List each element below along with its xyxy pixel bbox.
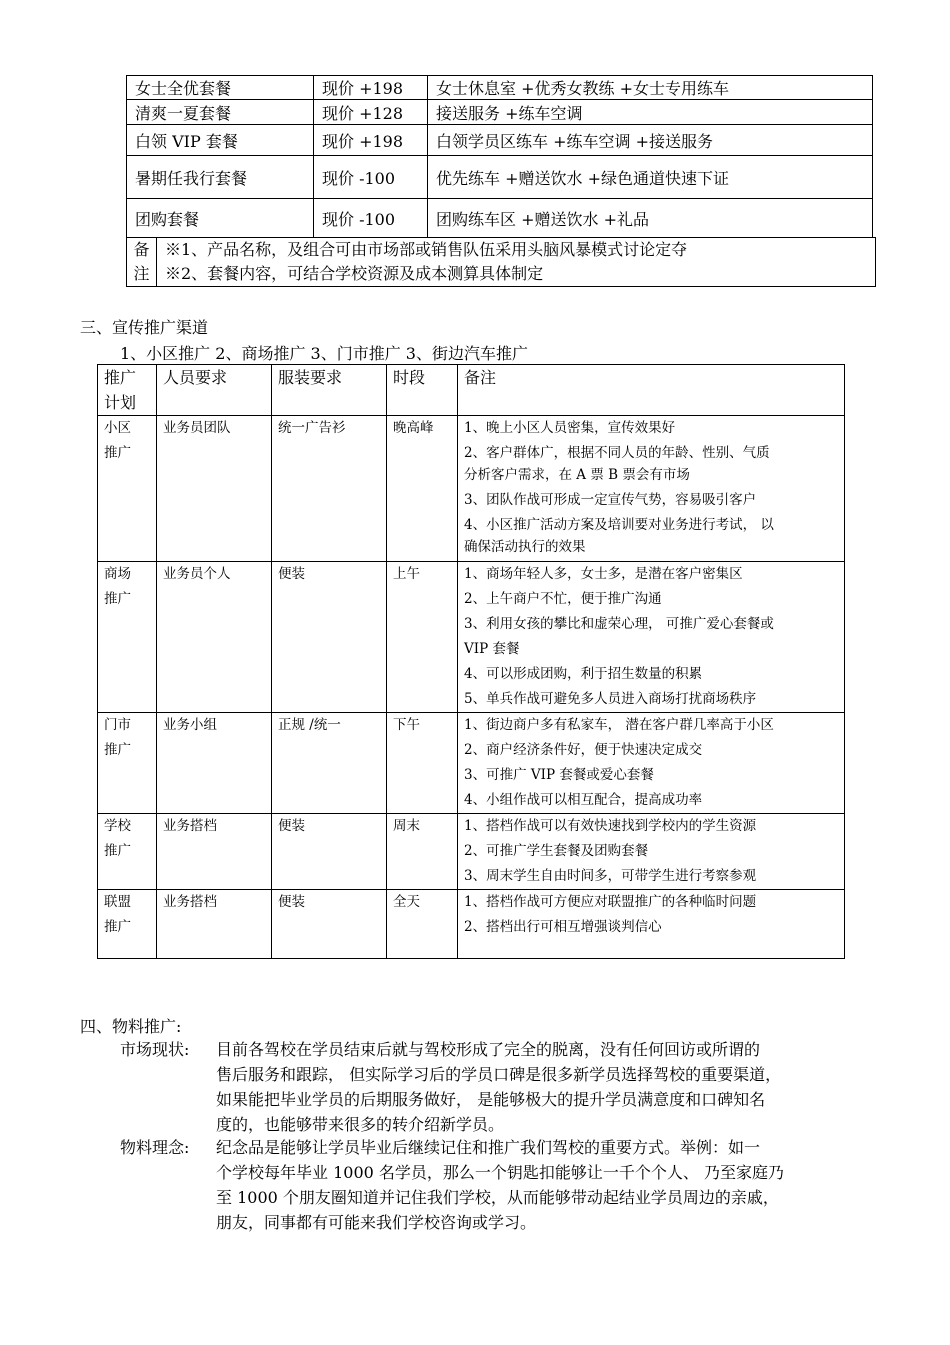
notes-cell	[458, 890, 845, 959]
paragraph-line: 朋友，同事都有可能来我们学校咨询或学习。	[216, 1213, 537, 1232]
section-title: 四、物料推广:	[80, 1017, 182, 1036]
note-item: 2、客户群体广，根据不同人员的年龄、性别、气质	[464, 445, 770, 461]
time-cell: 晚高峰	[387, 416, 458, 562]
package-content: 白领学员区练车 +练车空调 +接送服务	[428, 125, 873, 156]
note-item: VIP 套餐	[464, 641, 520, 657]
note-item: 分析客户需求，在 A 票 B 票会有市场	[464, 467, 690, 483]
note-item: 4、可以形成团购，利于招生数量的积累	[464, 666, 703, 682]
package-name: 团购套餐	[127, 199, 314, 238]
note-item: 4、小区推广活动方案及培训要对业务进行考试， 以	[464, 517, 774, 533]
package-content: 女士休息室 +优秀女教练 +女士专用练车	[428, 76, 873, 100]
package-row	[127, 76, 873, 100]
package-name: 清爽一夏套餐	[127, 100, 314, 125]
plan-cell: 小区 推广	[98, 416, 157, 562]
note-item: 4、小组作战可以相互配合，提高成功率	[464, 792, 703, 808]
note-line: ※1、产品名称，及组合可由市场部或销售队伍采用头脑风暴模式讨论定夺	[165, 240, 688, 259]
package-price: 现价 +198	[314, 76, 428, 100]
paragraph-line: 个学校每年毕业 1000 名学员，那么一个钥匙扣能够让一千个个人、 乃至家庭乃	[216, 1163, 784, 1182]
note-item: 3、利用女孩的攀比和虚荣心理， 可推广爱心套餐或	[464, 616, 774, 632]
staff-cell: 业务员团队	[157, 416, 272, 562]
concept-label: 物料理念:	[120, 1138, 190, 1157]
plan-cell: 联盟 推广	[98, 890, 157, 959]
package-name: 女士全优套餐	[127, 76, 314, 100]
note-label-line: 备	[133, 240, 150, 259]
note-text	[165, 238, 687, 286]
header-notes: 备注	[458, 365, 845, 416]
paragraph-line: 度的，也能够带来很多的转介绍新学员。	[216, 1115, 505, 1134]
package-row	[127, 199, 873, 238]
notes-cell	[458, 814, 845, 890]
staff-cell: 业务员个人	[157, 562, 272, 713]
table-row	[98, 890, 845, 959]
note-item: 1、搭档作战可以有效快速找到学校内的学生资源	[464, 818, 757, 834]
market-paragraph	[216, 1037, 781, 1137]
header-plan: 推广 计划	[98, 365, 157, 416]
package-note-box	[126, 237, 876, 287]
package-content: 接送服务 +练车空调	[428, 100, 873, 125]
package-price: 现价 +198	[314, 125, 428, 156]
staff-cell: 业务小组	[157, 713, 272, 814]
note-item: 确保活动执行的效果	[464, 539, 586, 555]
note-item: 1、晚上小区人员密集，宣传效果好	[464, 420, 676, 436]
notes-cell	[458, 416, 845, 562]
table-row	[98, 416, 845, 562]
package-price: 现价 -100	[314, 199, 428, 238]
note-item: 1、街边商户多有私家车， 潜在客户群几率高于小区	[464, 717, 774, 733]
note-item: 3、团队作战可形成一定宣传气势，容易吸引客户	[464, 492, 757, 508]
header-time: 时段	[387, 365, 458, 416]
package-price: 现价 -100	[314, 156, 428, 199]
note-item: 2、可推广学生套餐及团购套餐	[464, 843, 649, 859]
package-row	[127, 100, 873, 125]
note-item: 2、上午商户不忙，便于推广沟通	[464, 591, 662, 607]
dress-cell: 便装	[272, 814, 387, 890]
note-item: 1、搭档作战可方便应对联盟推广的各种临时问题	[464, 894, 757, 910]
note-line: ※2、套餐内容，可结合学校资源及成本测算具体制定	[165, 264, 544, 283]
section-title: 三、宣传推广渠道	[80, 318, 209, 337]
paragraph-line: 目前各驾校在学员结束后就与驾校形成了完全的脱离，没有任何回访或所谓的	[216, 1040, 761, 1059]
note-item: 3、周末学生自由时间多，可带学生进行考察参观	[464, 868, 757, 884]
note-label	[127, 238, 157, 286]
paragraph-line: 如果能把毕业学员的后期服务做好， 是能够极大的提升学员满意度和口碑知名	[216, 1090, 766, 1109]
package-table	[126, 75, 873, 238]
staff-cell: 业务搭档	[157, 814, 272, 890]
channel-list: 1、小区推广 2、商场推广 3、门市推广 3、街边汽车推广	[120, 344, 528, 363]
notes-cell	[458, 713, 845, 814]
package-row	[127, 156, 873, 199]
time-cell: 周末	[387, 814, 458, 890]
package-price: 现价 +128	[314, 100, 428, 125]
notes-cell	[458, 562, 845, 713]
time-cell: 上午	[387, 562, 458, 713]
package-name: 暑期任我行套餐	[127, 156, 314, 199]
dress-cell: 正规 /统一	[272, 713, 387, 814]
time-cell: 下午	[387, 713, 458, 814]
dress-cell: 便装	[272, 890, 387, 959]
table-row	[98, 562, 845, 713]
note-label-line: 注	[133, 264, 150, 283]
note-item: 2、商户经济条件好，便于快速决定成交	[464, 742, 703, 758]
note-item: 1、商场年轻人多，女士多，是潜在客户密集区	[464, 566, 743, 582]
market-label: 市场现状:	[120, 1040, 190, 1059]
package-row	[127, 125, 873, 156]
plan-cell: 门市 推广	[98, 713, 157, 814]
table-row	[98, 814, 845, 890]
staff-cell: 业务搭档	[157, 890, 272, 959]
plan-cell: 学校 推广	[98, 814, 157, 890]
note-item: 5、单兵作战可避免多人员进入商场打扰商场秩序	[464, 691, 757, 707]
table-row	[98, 713, 845, 814]
paragraph-line: 纪念品是能够让学员毕业后继续记住和推广我们驾校的重要方式。举例：如一	[216, 1138, 761, 1157]
concept-paragraph	[216, 1135, 784, 1235]
table-header-row	[98, 365, 845, 416]
note-item: 3、可推广 VIP 套餐或爱心套餐	[464, 767, 654, 783]
header-staff: 人员要求	[157, 365, 272, 416]
package-content: 团购练车区 +赠送饮水 +礼品	[428, 199, 873, 238]
plan-cell: 商场 推广	[98, 562, 157, 713]
paragraph-line: 至 1000 个朋友圈知道并记住我们学校，从而能够带动起结业学员周边的亲戚，	[216, 1188, 779, 1207]
dress-cell: 便装	[272, 562, 387, 713]
package-name: 白领 VIP 套餐	[127, 125, 314, 156]
header-dress: 服装要求	[272, 365, 387, 416]
package-content: 优先练车 +赠送饮水 +绿色通道快速下证	[428, 156, 873, 199]
time-cell: 全天	[387, 890, 458, 959]
paragraph-line: 售后服务和跟踪， 但实际学习后的学员口碑是很多新学员选择驾校的重要渠道，	[216, 1065, 782, 1084]
promotion-table	[97, 364, 845, 959]
note-item: 2、搭档出行可相互增强谈判信心	[464, 919, 662, 935]
dress-cell: 统一广告衫	[272, 416, 387, 562]
